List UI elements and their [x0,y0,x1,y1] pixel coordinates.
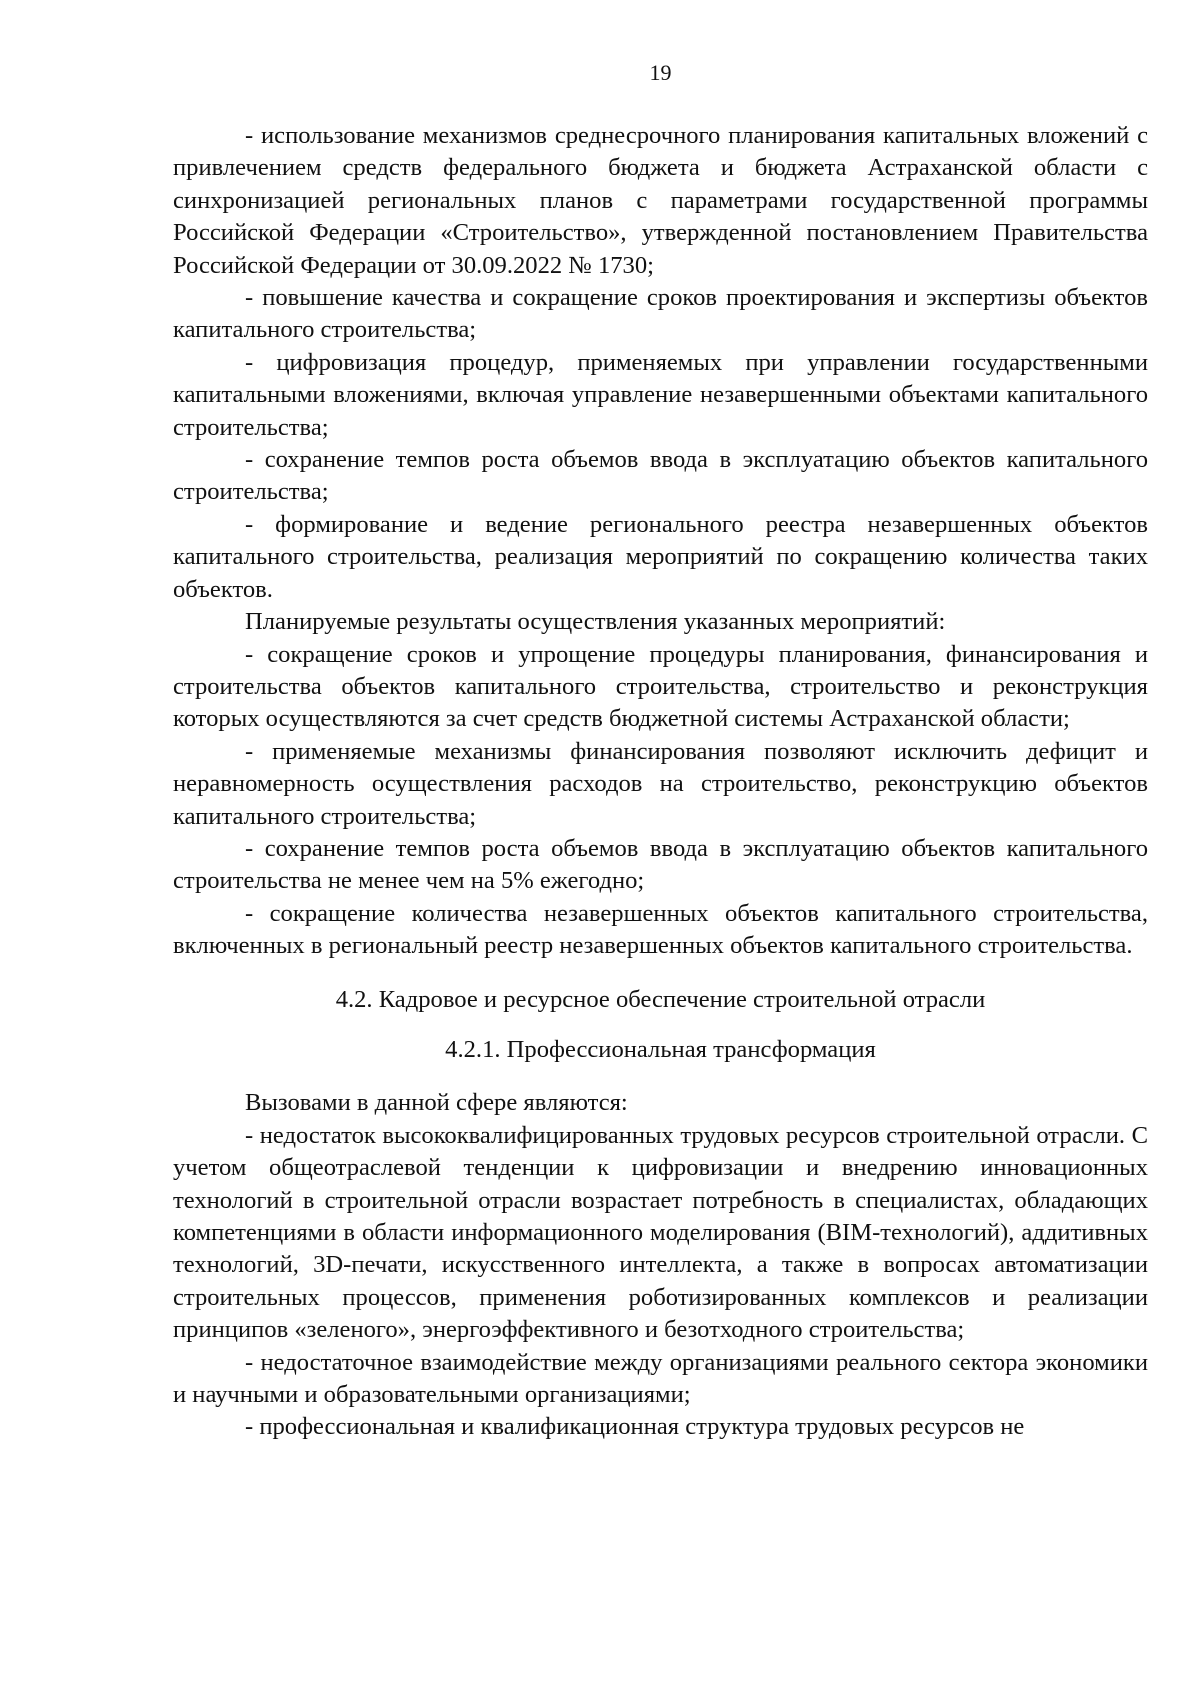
document-body [173,120,1148,1444]
paragraph: - профессиональная и квалификационная структура трудовых ресурсов не [245,1413,1025,1441]
paragraph: - сокращение количества незавершенных объектов капитального строительства, включенных в региональный реестр незавершенных объектов капитального строительства. [173,899,1148,960]
paragraph: - сохранение темпов роста объемов ввода в эксплуатацию объектов капитального строительства не менее чем на 5% ежегодно; [173,834,1148,895]
paragraph: - использование механизмов среднесрочного планирования капитальных вложений с привлечением средств федерального бюджета и бюджета Астраханской области с синхронизацией региональных планов с параметрами государственной программы Российской Федерации «Строительство», утвержденной постановлением Правительства Российской Федерации от 30.09.2022 № 1730; [173,122,1148,279]
paragraph: - недостаточное взаимодействие между организациями реального сектора экономики и научными и образовательными организациями; [173,1348,1148,1409]
section-heading: 4.2. Кадровое и ресурсное обеспечение строительной отрасли [335,985,986,1013]
paragraph: - цифровизация процедур, применяемых при управлении государственными капитальными вложениями, включая управление незавершенными объектами капитального строительства; [173,348,1148,441]
paragraph: - повышение качества и сокращение сроков проектирования и экспертизы объектов капитального строительства; [173,284,1148,344]
subsection-heading: 4.2.1. Профессиональная трансформация [445,1035,876,1063]
paragraph: - формирование и ведение регионального реестра незавершенных объектов капитального строительства, реализация мероприятий по сокращению количества таких объектов. [173,510,1148,603]
paragraph: - применяемые механизмы финансирования позволяют исключить дефицит и неравномерность осуществления расходов на строительство, реконструкцию объектов капитального строительства; [173,737,1148,830]
paragraph: - недостаток высококвалифицированных трудовых ресурсов строительной отрасли. С учетом общеотраслевой тенденции к цифровизации и внедрению инновационных технологий в строительной отрасли возрастает потребность в специалистах, обладающих компетенциями в области информационного моделирования (BIM-технологий), аддитивных технологий, 3D-печати, искусственного интеллекта, а также в вопросах автоматизации строительных процессов, применения роботизированных комплексов и реализации принципов «зеленого», энергоэффективного и безотходного строительства; [173,1121,1148,1344]
paragraph: - сокращение сроков и упрощение процедуры планирования, финансирования и строительства объектов капитального строительства, строительство и реконструкция которых осуществляются за счет средств бюджетной системы Астраханской области; [173,640,1148,733]
paragraph: Вызовами в данной сфере являются: [245,1089,628,1117]
paragraph: - сохранение темпов роста объемов ввода в эксплуатацию объектов капитального строительства; [173,446,1148,506]
page-number: 19 [649,60,672,85]
paragraph: Планируемые результаты осуществления указанных мероприятий: [245,608,946,636]
